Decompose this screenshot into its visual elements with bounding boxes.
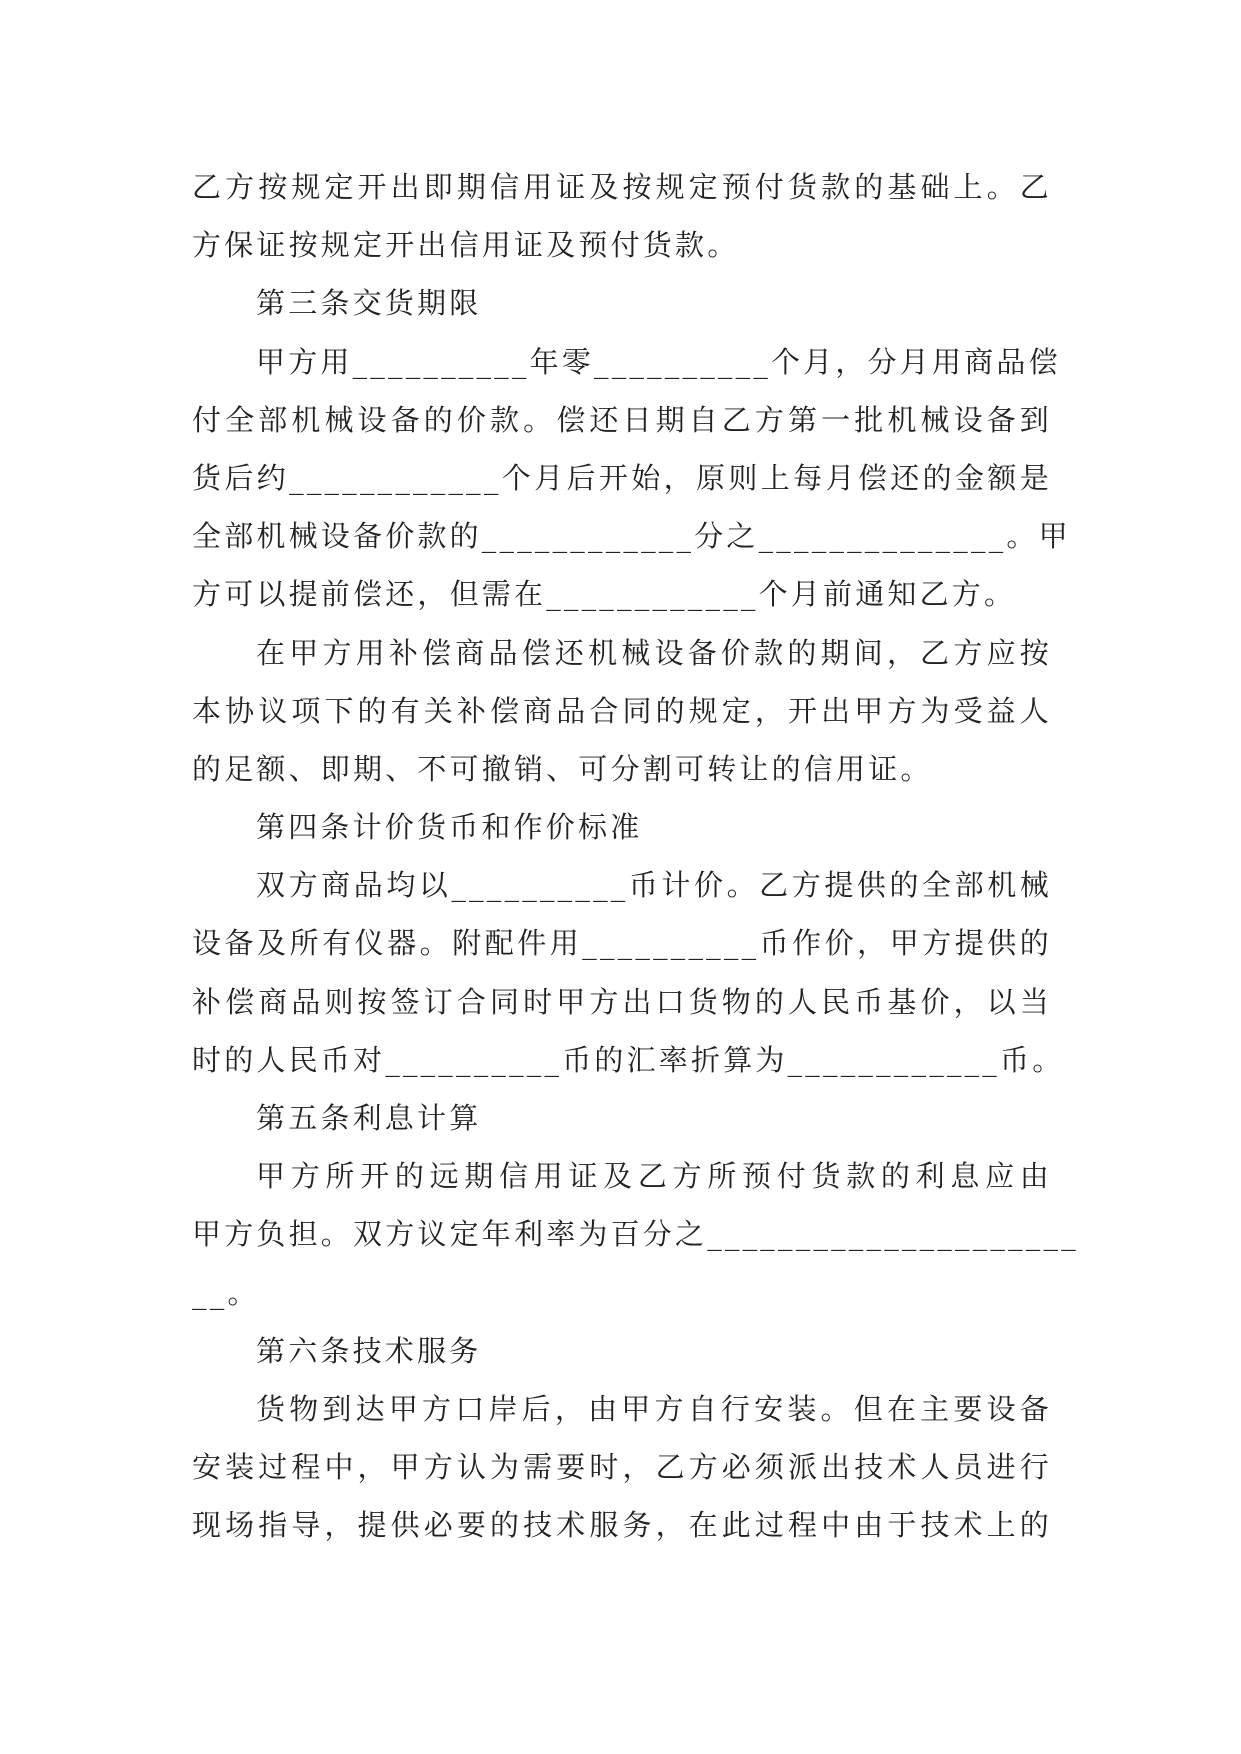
text-line: 本协议项下的有关补偿商品合同的规定，开出甲方为受益人: [192, 693, 1052, 728]
section-heading: 第五条利息计算: [256, 1101, 482, 1135]
text-line: 时的人民币对__________币的汇率折算为____________币。: [192, 1042, 1065, 1077]
text-line: 在甲方用补偿商品偿还机械设备价款的期间，乙方应按: [256, 635, 1052, 670]
text-line: 安装过程中，甲方认为需要时，乙方必须派出技术人员进行: [192, 1450, 1052, 1485]
section-heading: 第三条交货期限: [256, 286, 482, 321]
text-line: 全部机械设备价款的____________分之______________。甲: [192, 519, 1071, 554]
document-body: [192, 158, 1079, 1555]
text-line: 甲方用__________年零__________个月，分月用商品偿: [256, 344, 1061, 379]
text-line: 货物到达甲方口岸后，由甲方自行安装。但在主要设备: [256, 1391, 1052, 1426]
text-line: 补偿商品则按签订合同时甲方出口货物的人民币基价，以当: [192, 984, 1052, 1019]
text-line: 现场指导，提供必要的技术服务，在此过程中由于技术上的: [192, 1508, 1052, 1543]
section-heading: 第四条计价货币和作价标准: [256, 810, 643, 845]
text-line: __。: [192, 1275, 260, 1310]
text-line: 货后约____________个月后开始，原则上每月偿还的金额是: [192, 460, 1052, 495]
text-line: 设备及所有仪器。附配件用__________币作价，甲方提供的: [192, 926, 1052, 961]
text-line: 付全部机械设备的价款。偿还日期自乙方第一批机械设备到: [192, 402, 1052, 437]
text-line: 方保证按规定开出信用证及预付货款。: [192, 228, 740, 263]
text-line: 甲方负担。双方议定年利率为百分之_____________________: [192, 1217, 1079, 1252]
text-line: 甲方所开的远期信用证及乙方所预付货款的利息应由: [256, 1159, 1052, 1194]
text-line: 方可以提前偿还，但需在____________个月前通知乙方。: [192, 577, 1017, 612]
text-line: 双方商品均以__________币计价。乙方提供的全部机械: [256, 868, 1052, 903]
text-line: 乙方按规定开出即期信用证及按规定预付货款的基础上。乙: [192, 170, 1052, 204]
section-heading: 第六条技术服务: [256, 1333, 482, 1368]
text-line: 的足额、即期、不可撤销、可分割可转让的信用证。: [192, 751, 933, 786]
